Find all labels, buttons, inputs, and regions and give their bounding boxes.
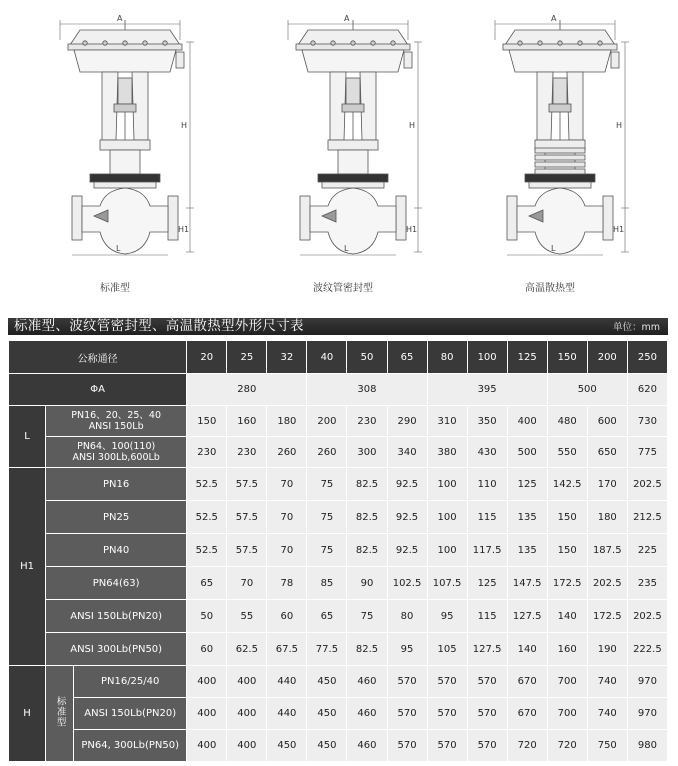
caption-standard: 标准型	[100, 283, 130, 294]
h-value: 570	[388, 730, 427, 761]
h-value: 460	[347, 730, 386, 761]
l-value: 180	[267, 406, 306, 436]
h-value: 670	[508, 698, 547, 729]
h-row	[9, 730, 667, 761]
h-value: 440	[267, 666, 306, 697]
l-row	[9, 406, 667, 436]
l-value: 550	[548, 437, 587, 467]
h1-value: 202.5	[628, 468, 667, 500]
fig1-dim-h: H	[181, 121, 188, 130]
h1-value: 115	[468, 600, 507, 632]
valve-drawings	[0, 0, 678, 300]
h-value: 570	[428, 666, 467, 697]
h1-value: 95	[428, 600, 467, 632]
phi-a-value: 620	[628, 374, 667, 405]
phi-a-value: 395	[428, 374, 547, 405]
caption-bellows: 波纹管密封型	[313, 283, 373, 294]
h1-value: 85	[307, 567, 346, 599]
h-value: 450	[307, 730, 346, 761]
l-value: 340	[388, 437, 427, 467]
l-value: 150	[187, 406, 226, 436]
h-value: 570	[468, 666, 507, 697]
size-cell: 200	[588, 341, 627, 373]
h1-value: 60	[267, 600, 306, 632]
size-cell: 50	[347, 341, 386, 373]
fig1-dim-l: L	[116, 244, 121, 253]
unit-label: 单位：mm	[612, 322, 660, 333]
h-value: 970	[628, 666, 667, 697]
h-sub-label: 标准型	[46, 666, 73, 761]
h1-value: 235	[628, 567, 667, 599]
h1-value: 82.5	[347, 633, 386, 665]
h1-value: 105	[428, 633, 467, 665]
l-value: 350	[468, 406, 507, 436]
size-cell: 125	[508, 341, 547, 373]
h1-row-label: ANSI 150Lb(PN20)	[46, 600, 186, 632]
h-value: 700	[548, 698, 587, 729]
size-cell: 100	[468, 341, 507, 373]
phi-a-value: 308	[307, 374, 426, 405]
h-value: 440	[267, 698, 306, 729]
h1-value: 50	[187, 600, 226, 632]
h1-value: 212.5	[628, 501, 667, 533]
h1-value: 117.5	[468, 534, 507, 566]
h1-row	[9, 567, 667, 599]
h-value: 450	[307, 666, 346, 697]
fig3-dim-h1: H1	[613, 225, 625, 234]
h-row	[9, 698, 667, 729]
h1-value: 70	[267, 468, 306, 500]
h1-value: 100	[428, 501, 467, 533]
h1-value: 135	[508, 534, 547, 566]
h-value: 570	[428, 730, 467, 761]
h1-value: 147.5	[508, 567, 547, 599]
h-value: 720	[508, 730, 547, 761]
h-row	[9, 666, 667, 697]
fig2-dim-a: A	[344, 14, 350, 23]
h1-row-label: PN64(63)	[46, 567, 186, 599]
table-title: 标准型、波纹管密封型、高温散热型外形尺寸表	[14, 318, 304, 334]
l-value: 260	[307, 437, 346, 467]
h1-value: 135	[508, 501, 547, 533]
h1-value: 70	[227, 567, 266, 599]
h1-value: 75	[307, 501, 346, 533]
caption-high-temp: 高温散热型	[525, 283, 575, 294]
h-value: 720	[548, 730, 587, 761]
l-row-label: PN16、20、25、40 ANSI 150Lb	[46, 406, 186, 436]
h-value: 400	[187, 698, 226, 729]
h1-value: 75	[347, 600, 386, 632]
l-group-label: L	[9, 406, 45, 467]
h1-value: 127.5	[468, 633, 507, 665]
phi-a-value: 280	[187, 374, 306, 405]
h1-value: 172.5	[588, 600, 627, 632]
h-value: 570	[468, 698, 507, 729]
phi-a-row	[9, 374, 667, 405]
fig2-dim-l: L	[344, 244, 349, 253]
h1-value: 60	[187, 633, 226, 665]
fig1-dim-a: A	[117, 14, 123, 23]
l-value: 600	[588, 406, 627, 436]
h1-value: 57.5	[227, 534, 266, 566]
h-row-label: PN64, 300Lb(PN50)	[74, 730, 186, 761]
h1-value: 67.5	[267, 633, 306, 665]
size-cell: 250	[628, 341, 667, 373]
nominal-size-label: 公称通径	[9, 341, 186, 373]
h1-value: 100	[428, 468, 467, 500]
size-cell: 32	[267, 341, 306, 373]
h-value: 460	[347, 666, 386, 697]
h-value: 700	[548, 666, 587, 697]
h1-value: 92.5	[388, 468, 427, 500]
l-value: 230	[347, 406, 386, 436]
l-value: 775	[628, 437, 667, 467]
h1-row-label: ANSI 300Lb(PN50)	[46, 633, 186, 665]
h-value: 400	[227, 730, 266, 761]
h1-value: 100	[428, 534, 467, 566]
l-value: 310	[428, 406, 467, 436]
h1-value: 77.5	[307, 633, 346, 665]
h-value: 400	[227, 666, 266, 697]
fig2-dim-h1: H1	[406, 225, 418, 234]
h1-value: 115	[468, 501, 507, 533]
h1-value: 90	[347, 567, 386, 599]
h1-value: 150	[548, 534, 587, 566]
h1-value: 127.5	[508, 600, 547, 632]
h1-value: 65	[307, 600, 346, 632]
h1-value: 52.5	[187, 501, 226, 533]
h1-value: 160	[548, 633, 587, 665]
l-value: 500	[508, 437, 547, 467]
h-value: 670	[508, 666, 547, 697]
h1-value: 107.5	[428, 567, 467, 599]
l-value: 290	[388, 406, 427, 436]
l-value: 430	[468, 437, 507, 467]
size-cell: 40	[307, 341, 346, 373]
h1-value: 65	[187, 567, 226, 599]
h1-row-label: PN25	[46, 501, 186, 533]
l-value: 230	[187, 437, 226, 467]
fig1-dim-h1: H1	[178, 225, 190, 234]
h1-value: 70	[267, 534, 306, 566]
l-value: 260	[267, 437, 306, 467]
h1-value: 80	[388, 600, 427, 632]
l-value: 200	[307, 406, 346, 436]
h-value: 980	[628, 730, 667, 761]
h1-value: 125	[468, 567, 507, 599]
h-value: 400	[187, 730, 226, 761]
l-value: 300	[347, 437, 386, 467]
phi-a-value: 500	[548, 374, 627, 405]
l-value: 650	[588, 437, 627, 467]
size-cell: 25	[227, 341, 266, 373]
l-value: 160	[227, 406, 266, 436]
h1-value: 95	[388, 633, 427, 665]
h1-value: 190	[588, 633, 627, 665]
h1-value: 180	[588, 501, 627, 533]
h1-value: 222.5	[628, 633, 667, 665]
h1-value: 140	[548, 600, 587, 632]
h-value: 400	[227, 698, 266, 729]
h1-value: 75	[307, 534, 346, 566]
h1-row	[9, 501, 667, 533]
h-value: 400	[187, 666, 226, 697]
h-value: 460	[347, 698, 386, 729]
dimension-table	[8, 340, 668, 762]
h1-value: 102.5	[388, 567, 427, 599]
h-value: 570	[388, 666, 427, 697]
h1-group-label: H1	[9, 468, 45, 665]
h1-value: 125	[508, 468, 547, 500]
h-value: 450	[267, 730, 306, 761]
h1-value: 150	[548, 501, 587, 533]
h1-value: 78	[267, 567, 306, 599]
l-value: 230	[227, 437, 266, 467]
h1-row	[9, 633, 667, 665]
l-value: 480	[548, 406, 587, 436]
h-row-label: PN16/25/40	[74, 666, 186, 697]
h1-row	[9, 534, 667, 566]
l-value: 380	[428, 437, 467, 467]
h1-value: 202.5	[628, 600, 667, 632]
size-cell: 80	[428, 341, 467, 373]
header-row	[9, 341, 667, 373]
h1-value: 52.5	[187, 468, 226, 500]
h-value: 570	[388, 698, 427, 729]
h1-value: 140	[508, 633, 547, 665]
h1-row-label: PN16	[46, 468, 186, 500]
h1-value: 187.5	[588, 534, 627, 566]
h-value: 740	[588, 698, 627, 729]
h1-value: 82.5	[347, 534, 386, 566]
h-row-label: ANSI 150Lb(PN20)	[74, 698, 186, 729]
h1-row-label: PN40	[46, 534, 186, 566]
h1-value: 82.5	[347, 501, 386, 533]
h1-value: 110	[468, 468, 507, 500]
h-value: 750	[588, 730, 627, 761]
table-title-bar	[8, 318, 668, 335]
size-cell: 150	[548, 341, 587, 373]
h1-value: 92.5	[388, 534, 427, 566]
h1-value: 62.5	[227, 633, 266, 665]
h1-value: 82.5	[347, 468, 386, 500]
size-cell: 65	[388, 341, 427, 373]
h1-value: 52.5	[187, 534, 226, 566]
h-value: 570	[468, 730, 507, 761]
fig3-dim-a: A	[551, 14, 557, 23]
h-group-label: H	[9, 666, 45, 761]
size-cell: 20	[187, 341, 226, 373]
h1-value: 92.5	[388, 501, 427, 533]
l-row	[9, 437, 667, 467]
h1-row	[9, 600, 667, 632]
h-value: 570	[428, 698, 467, 729]
h1-value: 57.5	[227, 501, 266, 533]
phi-a-label: ΦA	[9, 374, 186, 405]
h1-value: 202.5	[588, 567, 627, 599]
h1-value: 225	[628, 534, 667, 566]
h1-value: 55	[227, 600, 266, 632]
valve-drawings-svg	[0, 0, 678, 300]
fig3-dim-l: L	[551, 244, 556, 253]
h1-value: 172.5	[548, 567, 587, 599]
h1-value: 170	[588, 468, 627, 500]
h-value: 450	[307, 698, 346, 729]
fig3-dim-h: H	[616, 121, 623, 130]
h1-value: 70	[267, 501, 306, 533]
l-value: 400	[508, 406, 547, 436]
h-value: 740	[588, 666, 627, 697]
l-row-label: PN64、100(110) ANSI 300Lb,600Lb	[46, 437, 186, 467]
l-value: 730	[628, 406, 667, 436]
h1-value: 57.5	[227, 468, 266, 500]
fig2-dim-h: H	[409, 121, 416, 130]
h-value: 970	[628, 698, 667, 729]
h1-value: 142.5	[548, 468, 587, 500]
h1-row	[9, 468, 667, 500]
h1-value: 75	[307, 468, 346, 500]
